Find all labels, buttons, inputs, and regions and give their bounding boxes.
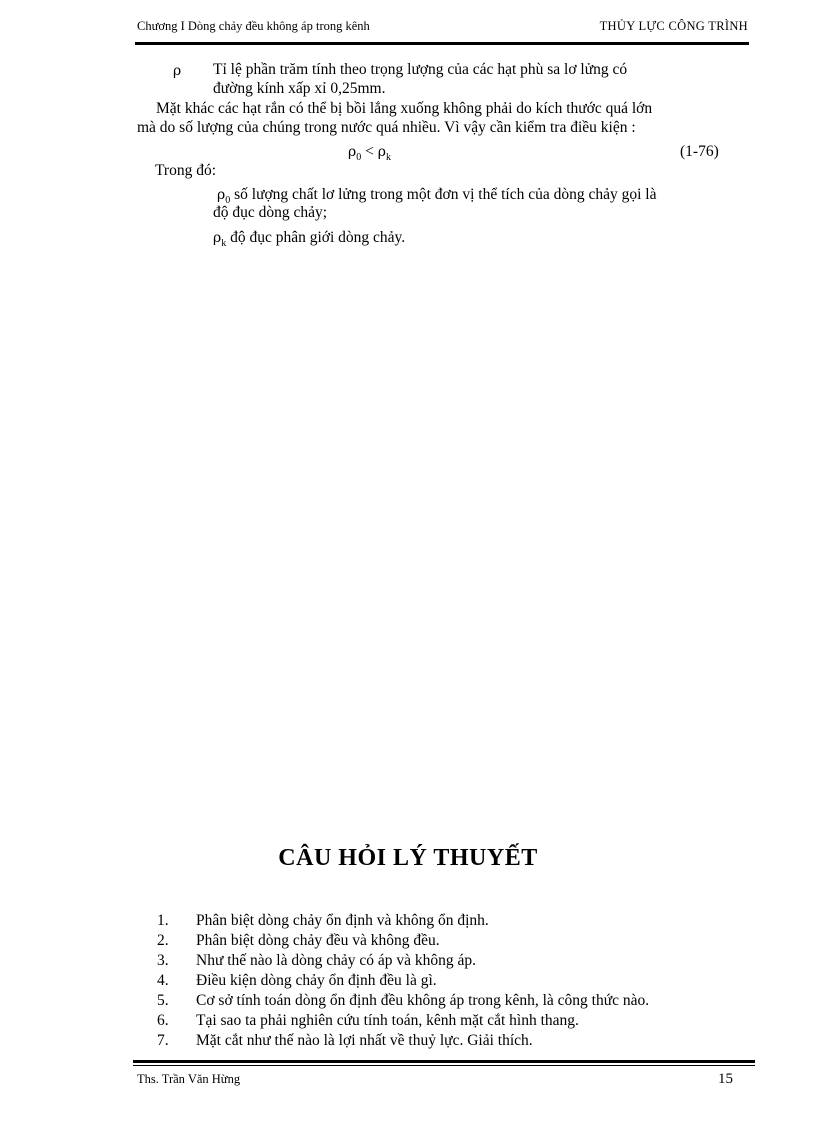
rho-definition-line1: Tỉ lệ phần trăm tính theo trọng lượng của các hạt phù sa lơ lửng có <box>213 61 628 78</box>
equation-number: (1-76) <box>680 143 719 160</box>
equation-1-76 <box>348 142 391 162</box>
question-text: Điều kiện dòng chảy ổn định đều là gì. <box>196 972 437 989</box>
question-text: Phân biệt dòng chảy ổn định và không ổn định. <box>196 912 489 929</box>
rho-definition-line2: đường kính xấp xỉ 0,25mm. <box>213 80 386 97</box>
rho0-symbol: ρ <box>217 187 226 203</box>
question-text: Phân biệt dòng chảy đều và không đều. <box>196 932 440 949</box>
eq-rho-k: ρ <box>377 144 386 160</box>
rhok-text: độ đục phân giới dòng chảy. <box>226 229 406 246</box>
paragraph-line2: mà do số lượng của chúng trong nước quá nhiều. Vì vậy cần kiểm tra điều kiện : <box>137 119 636 136</box>
rho0-sub: 0 <box>225 195 231 207</box>
rho0-definition-line1 <box>217 185 656 205</box>
header-rule <box>135 42 749 45</box>
rho0-text: số lượng chất lơ lửng trong một đơn vị thể tích của dòng chảy gọi là <box>230 186 657 203</box>
question-number: 4. <box>157 972 169 989</box>
question-number: 3. <box>157 952 169 969</box>
paragraph-line1: Mặt khác các hạt rắn có thể bị bồi lắng xuống không phải do kích thước quá lớn <box>156 100 653 117</box>
footer-rule-thin <box>133 1065 755 1066</box>
rhok-symbol: ρ <box>213 230 222 246</box>
question-number: 1. <box>157 912 169 929</box>
question-text: Tại sao ta phải nghiên cứu tính toán, kênh mặt cắt hình thang. <box>196 1012 579 1029</box>
question-text: Cơ sở tính toán dòng ổn định đều không áp trong kênh, là công thức nào. <box>196 992 650 1009</box>
rho0-definition-line2: độ đục dòng chảy; <box>213 204 328 221</box>
eq-less-than: < <box>361 143 378 160</box>
eq-sub-k: k <box>385 152 391 164</box>
eq-sub-0: 0 <box>356 152 362 164</box>
question-number: 6. <box>157 1012 169 1029</box>
eq-rho-0: ρ <box>348 144 357 160</box>
rho-symbol: ρ <box>173 63 182 79</box>
rhok-definition <box>213 228 405 248</box>
chapter-title: Chương I Dòng chảy đều không áp trong kênh <box>137 19 370 33</box>
question-text: Như thế nào là dòng chảy có áp và không áp. <box>196 952 476 969</box>
question-text: Mặt cắt như thế nào là lợi nhất về thuỷ lực. Giải thích. <box>196 1032 533 1049</box>
book-title: THỦY LỰC CÔNG TRÌNH <box>599 19 748 33</box>
rhok-sub: k <box>221 238 227 250</box>
section-title: CÂU HỎI LÝ THUYẾT <box>278 845 538 871</box>
question-number: 5. <box>157 992 169 1009</box>
author-name: Ths. Trần Văn Hừng <box>137 1072 241 1086</box>
question-number: 2. <box>157 932 169 949</box>
question-number: 7. <box>157 1032 169 1049</box>
where-label: Trong đó: <box>155 162 217 179</box>
page-number: 15 <box>718 1071 733 1087</box>
footer-rule-thick <box>133 1060 755 1063</box>
